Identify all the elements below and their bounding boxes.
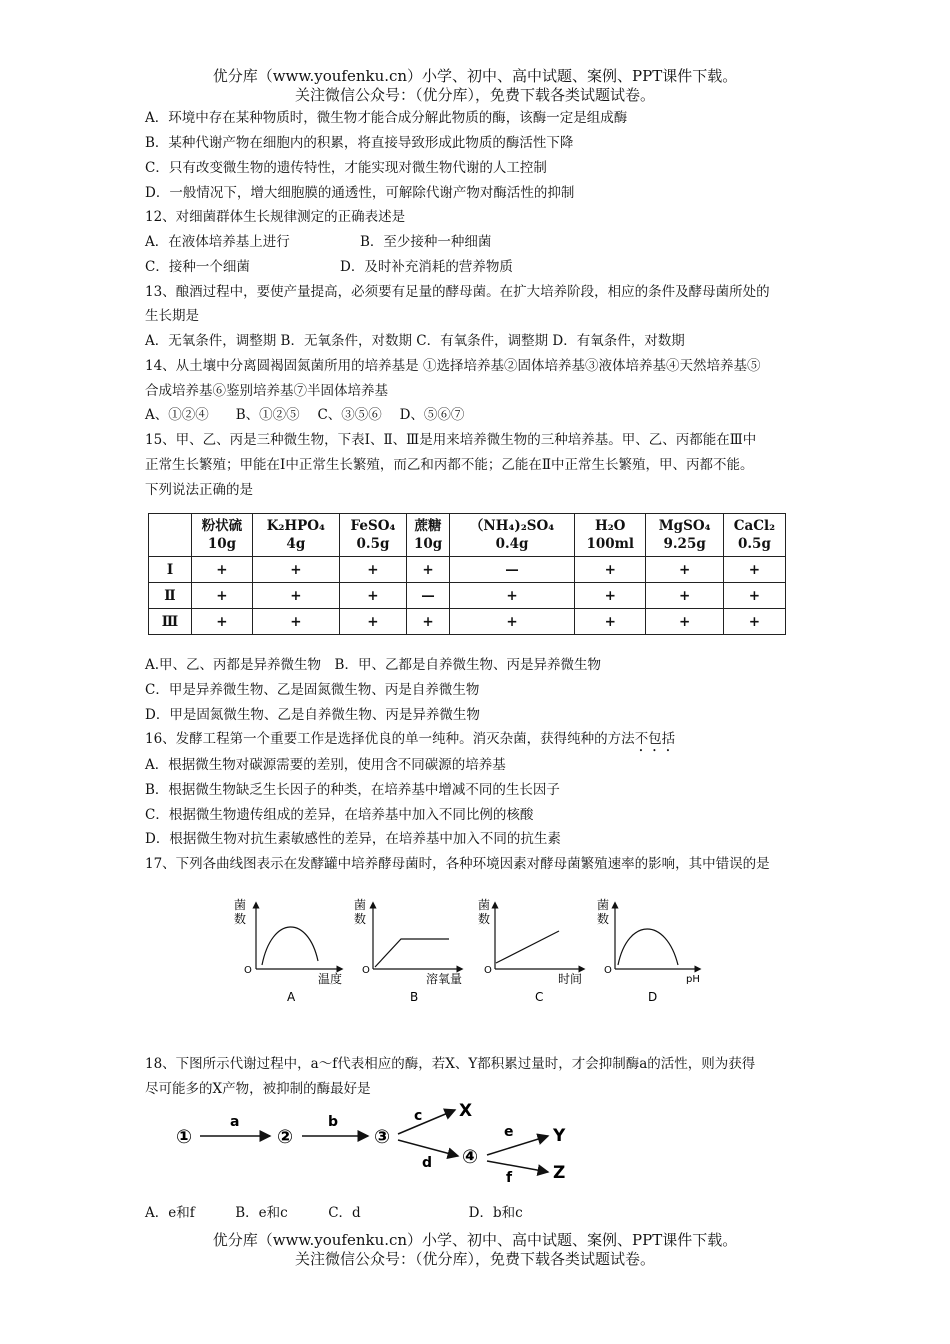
q17-stem: 17、下列各曲线图表示在发酵罐中培养酵母菌时，各种环境因素对酵母菌繁殖速率的影响，其中错误的是 [145,856,770,872]
q11-option-c: C．只有改变微生物的遗传特性，才能实现对微生物代谢的人工控制 [145,160,547,176]
arrow-e [487,1136,548,1155]
table-row-label: Ⅰ [149,557,192,583]
graph-c-letter: C [535,990,544,1004]
metabolic-pathway-diagram [170,1098,590,1188]
q12-stem: 12、对细菌群体生长规律测定的正确表述是 [145,209,406,225]
table-col-header: MgSO₄ 9.25g [646,514,724,557]
table-cell: — [407,583,450,609]
q15-option-d: D．甲是固氮微生物、乙是自养微生物、丙是异养微生物 [145,707,480,723]
table-cell: + [339,609,406,635]
table-cell: + [450,609,575,635]
table-header-row [149,514,786,557]
q16-option-d: D．根据微生物对抗生素敏感性的差异，在培养基中加入不同的抗生素 [145,831,561,847]
table-row-label: Ⅲ [149,609,192,635]
q16-stem [145,730,675,755]
enzyme-d-label: d [422,1155,433,1171]
table-row [149,583,786,609]
graph-a [234,897,342,1004]
table-cell: + [575,557,646,583]
arrow-c [398,1110,455,1134]
graph-d-curve [618,929,678,965]
table-cell: + [192,557,253,583]
q14-stem-1: 14、从土壤中分离圆褐固氮菌所用的培养基是 ①选择培养基②固体培养基③液体培养基④天然培养基⑤ [145,358,761,374]
enzyme-a-label: a [230,1114,240,1130]
enzyme-c-label: c [414,1108,423,1124]
header-line-2: 关注微信公众号：（优分库），免费下载各类试题试卷。 [294,86,655,104]
q15-stem-3: 下列说法正确的是 [145,482,253,498]
graph-c [478,897,582,1004]
graph-a-origin: O [244,965,252,976]
header-line-1: 优分库（www.youfenku.cn）小学、初中、高中试题、案例、PPT课件下载。 [212,67,738,85]
enzyme-f-label: f [506,1170,513,1186]
table-col-header: CaCl₂ 0.5g [723,514,785,557]
product-y: Y [553,1126,566,1146]
graph-a-xlabel: 温度 [318,972,343,986]
q12-option-a: A．在液体培养基上进行 [145,234,290,250]
graph-b-ylabel-2: 数 [354,912,367,926]
arrow-d [398,1140,458,1156]
table-row-label: Ⅱ [149,583,192,609]
graph-d-ylabel-2: 数 [597,912,610,926]
q15-stem-2: 正常生长繁殖；甲能在Ⅰ中正常生长繁殖，而乙和丙都不能；乙能在Ⅱ中正常生长繁殖，甲、丙都不能。 [145,457,754,473]
q18-stem-2: 尽可能多的X产物，被抑制的酶最好是 [145,1081,371,1097]
graph-d [597,897,700,1004]
q15-option-ab: A.甲、乙、丙都是异养微生物 B．甲、乙都是自养微生物、丙是异养微生物 [145,657,601,673]
graph-d-origin: O [604,965,612,976]
q16-stem-text: 16、发酵工程第一个重要工作是选择优良的单一纯种。消灭杂菌，获得纯种的方法 [145,731,635,747]
pathway-node-3: ③ [374,1126,391,1148]
graph-a-ylabel-2: 数 [234,912,247,926]
table-cell: + [339,557,406,583]
pathway-node-2: ② [277,1126,294,1148]
q14-options: A、①②④ B、①②⑤ C、③⑤⑥ D、⑤⑥⑦ [145,407,465,423]
table-cell: + [407,557,450,583]
q12-option-c: C．接种一个细菌 [145,259,250,275]
q11-option-d: D．一般情况下，增大细胞膜的通透性，可解除代谢产物对酶活性的抑制 [145,185,575,201]
table-col-header: （NH₄)₂SO₄ 0.4g [450,514,575,557]
graph-b-curve [375,939,449,967]
graph-a-ylabel-1: 菌 [234,898,247,912]
table-col-header: 粉状硫 10g [192,514,253,557]
q16-option-c: C．根据微生物遗传组成的差异，在培养基中加入不同比例的核酸 [145,807,534,823]
enzyme-e-label: e [504,1124,514,1140]
q11-option-b: B．某种代谢产物在细胞内的积累，将直接导致形成此物质的酶活性下降 [145,135,574,151]
q13-stem-2: 生长期是 [145,308,199,324]
table-cell: + [646,557,724,583]
graph-c-origin: O [484,965,492,976]
graph-b-ylabel-1: 菌 [354,898,367,912]
footer-line-1: 优分库（www.youfenku.cn）小学、初中、高中试题、案例、PPT课件下载。 [212,1231,738,1249]
q13-stem-1: 13、酿酒过程中，要使产量提高，必须要有足量的酵母菌。在扩大培养阶段，相应的条件及酵母菌所处的 [145,284,770,300]
product-x: X [459,1101,473,1121]
graph-c-curve [496,931,559,963]
table-cell: + [407,609,450,635]
q16-option-a: A．根据微生物对碳源需要的差别，使用含不同碳源的培养基 [145,757,506,773]
table-cell: + [646,583,724,609]
table-cell: + [252,583,339,609]
q14-stem-2: 合成培养基⑥鉴别培养基⑦半固体培养基 [145,383,388,399]
graph-d-xlabel: pH [686,974,700,985]
q17-graphs [220,895,720,1010]
graph-c-xlabel: 时间 [558,972,583,986]
table-cell: + [450,583,575,609]
table-cell: + [723,557,785,583]
table-col-header: K₂HPO₄ 4g [252,514,339,557]
table-cell: + [339,583,406,609]
graph-c-ylabel-2: 数 [478,912,491,926]
table-cell: — [450,557,575,583]
table-cell: + [192,583,253,609]
table-cell: + [646,609,724,635]
graph-b-letter: B [410,990,419,1004]
graph-d-ylabel-1: 菌 [597,898,610,912]
table-cell: + [252,609,339,635]
graph-a-letter: A [287,990,296,1004]
graph-d-letter: D [648,990,658,1004]
q11-option-a: A．环境中存在某种物质时，微生物才能合成分解此物质的酶，该酶一定是组成酶 [145,110,628,126]
graph-a-curve [262,927,318,965]
table-cell: + [192,609,253,635]
q16-stem-emphasis: 不包括 [634,731,676,747]
footer-line-2: 关注微信公众号：（优分库），免费下载各类试题试卷。 [294,1250,655,1268]
graph-b [354,897,462,1004]
q18-options: A．e和f B．e和c C．d D．b和c [145,1205,523,1221]
table-row [149,609,786,635]
table-col-header: H₂O 100ml [575,514,646,557]
q18-stem-1: 18、下图所示代谢过程中，a～f代表相应的酶，若X、Y都积累过量时，才会抑制酶a的活性，则为获得 [145,1056,756,1072]
table-corner-cell [149,514,192,557]
graph-b-xlabel: 溶氧量 [426,972,463,986]
graph-c-ylabel-1: 菌 [478,898,491,912]
table-cell: + [575,609,646,635]
arrow-f [487,1161,548,1172]
pathway-node-1: ① [176,1126,193,1148]
q12-option-b: B．至少接种一种细菌 [360,234,492,250]
pathway-node-4: ④ [462,1146,479,1168]
graph-b-origin: O [362,965,370,976]
product-z: Z [553,1163,566,1183]
table-col-header: 蔗糖 10g [407,514,450,557]
q15-option-c: C．甲是异养微生物、乙是固氮微生物、丙是自养微生物 [145,682,480,698]
enzyme-b-label: b [328,1114,339,1130]
q13-options: A．无氧条件，调整期 B．无氧条件，对数期 C．有氧条件，调整期 D．有氧条件，对数期 [145,333,685,349]
table-cell: + [723,583,785,609]
table-cell: + [723,609,785,635]
q15-stem-1: 15、甲、乙、丙是三种微生物，下表Ⅰ、Ⅱ、Ⅲ是用来培养微生物的三种培养基。甲、乙、丙都能在Ⅲ中 [145,432,757,448]
table-cell: + [575,583,646,609]
q12-option-d: D．及时补充消耗的营养物质 [340,259,513,275]
table-row [149,557,786,583]
table-col-header: FeSO₄ 0.5g [339,514,406,557]
table-cell: + [252,557,339,583]
q16-option-b: B．根据微生物缺乏生长因子的种类，在培养基中增减不同的生长因子 [145,782,560,798]
culture-media-table [148,513,786,635]
